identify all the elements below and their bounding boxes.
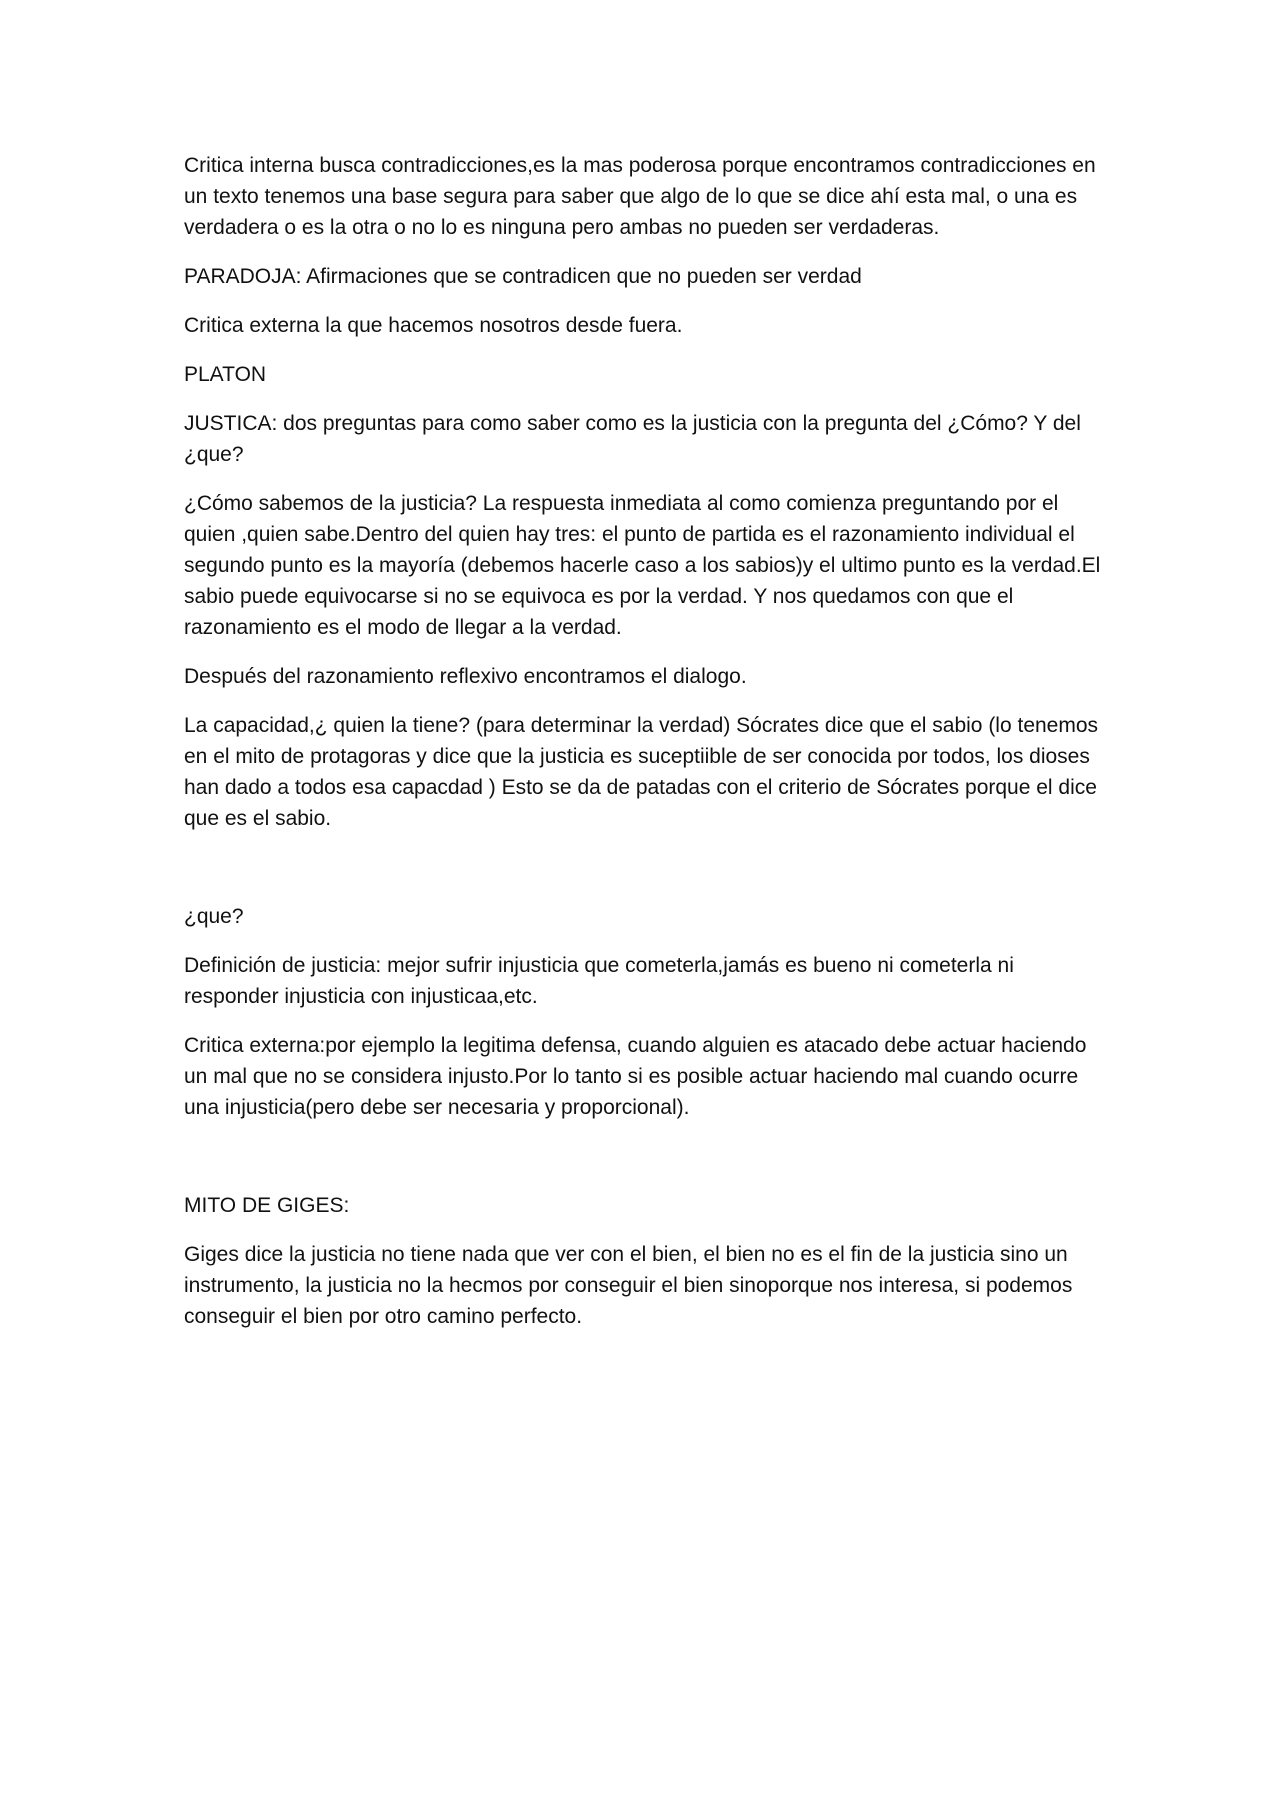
paragraph-definicion: Definición de justicia: mejor sufrir injusticia que cometerla,jamás es bueno ni cometerla ni responder injusticia con injusticaa,etc. [184,954,1014,1008]
heading-que: ¿que? [184,905,244,928]
paragraph-paradoja: PARADOJA: Afirmaciones que se contradicen que no pueden ser verdad [184,265,862,288]
paragraph-despues: Después del razonamiento reflexivo encontramos el dialogo. [184,665,747,688]
paragraph-capacidad: La capacidad,¿ quien la tiene? (para determinar la verdad) Sócrates dice que el sabio (lo tenemos en el mito de protagoras y dice que la justicia es suceptiible de ser conocida por todos, los dioses han dado a todos esa capacdad ) Esto se da de patadas con el criterio de Sócrates porque el dice que es el sabio. [184,714,1099,830]
blank-line [184,1141,1114,1172]
paragraph-critica-externa: Critica externa la que hacemos nosotros desde fuera. [184,314,683,337]
heading-mito-de-giges: MITO DE GIGES: [184,1194,350,1217]
paragraph-como-sabemos: ¿Cómo sabemos de la justicia? La respuesta inmediata al como comienza preguntando por el quien ,quien sabe.Dentro del quien hay tres: el punto de partida es el razonamiento individual el segundo punto es la mayoría (debemos hacerle caso a los sabios)y el ultimo punto es la verdad.El sabio puede equivocarse si no se equivoca es por la verdad. Y nos quedamos con que el razonamiento es el modo de llegar a la verdad. [184,492,1101,639]
paragraph-critica-externa-defensa: Critica externa:por ejemplo la legitima defensa, cuando alguien es atacado debe actuar haciendo un mal que no se considera injusto.Por lo tanto si es posible actuar haciendo mal cuando ocurre una injusticia(pero debe ser necesaria y proporcional). [184,1034,1087,1119]
heading-platon: PLATON [184,363,267,386]
document-body [184,150,1114,1350]
paragraph-justica: JUSTICA: dos preguntas para como saber como es la justicia con la pregunta del ¿Cómo? Y del ¿que? [184,412,1081,466]
paragraph-giges: Giges dice la justicia no tiene nada que ver con el bien, el bien no es el fin de la justicia sino un instrumento, la justicia no la hecmos por conseguir el bien sinoporque nos interesa, si podemos conseguir el bien por otro camino perfecto. [184,1243,1073,1328]
paragraph-critica-interna: Critica interna busca contradicciones,es la mas poderosa porque encontramos contradicciones en un texto tenemos una base segura para saber que algo de lo que se dice ahí esta mal, o una es verdadera o es la otra o no lo es ninguna pero ambas no pueden ser verdaderas. [184,154,1096,239]
blank-line [184,852,1114,883]
